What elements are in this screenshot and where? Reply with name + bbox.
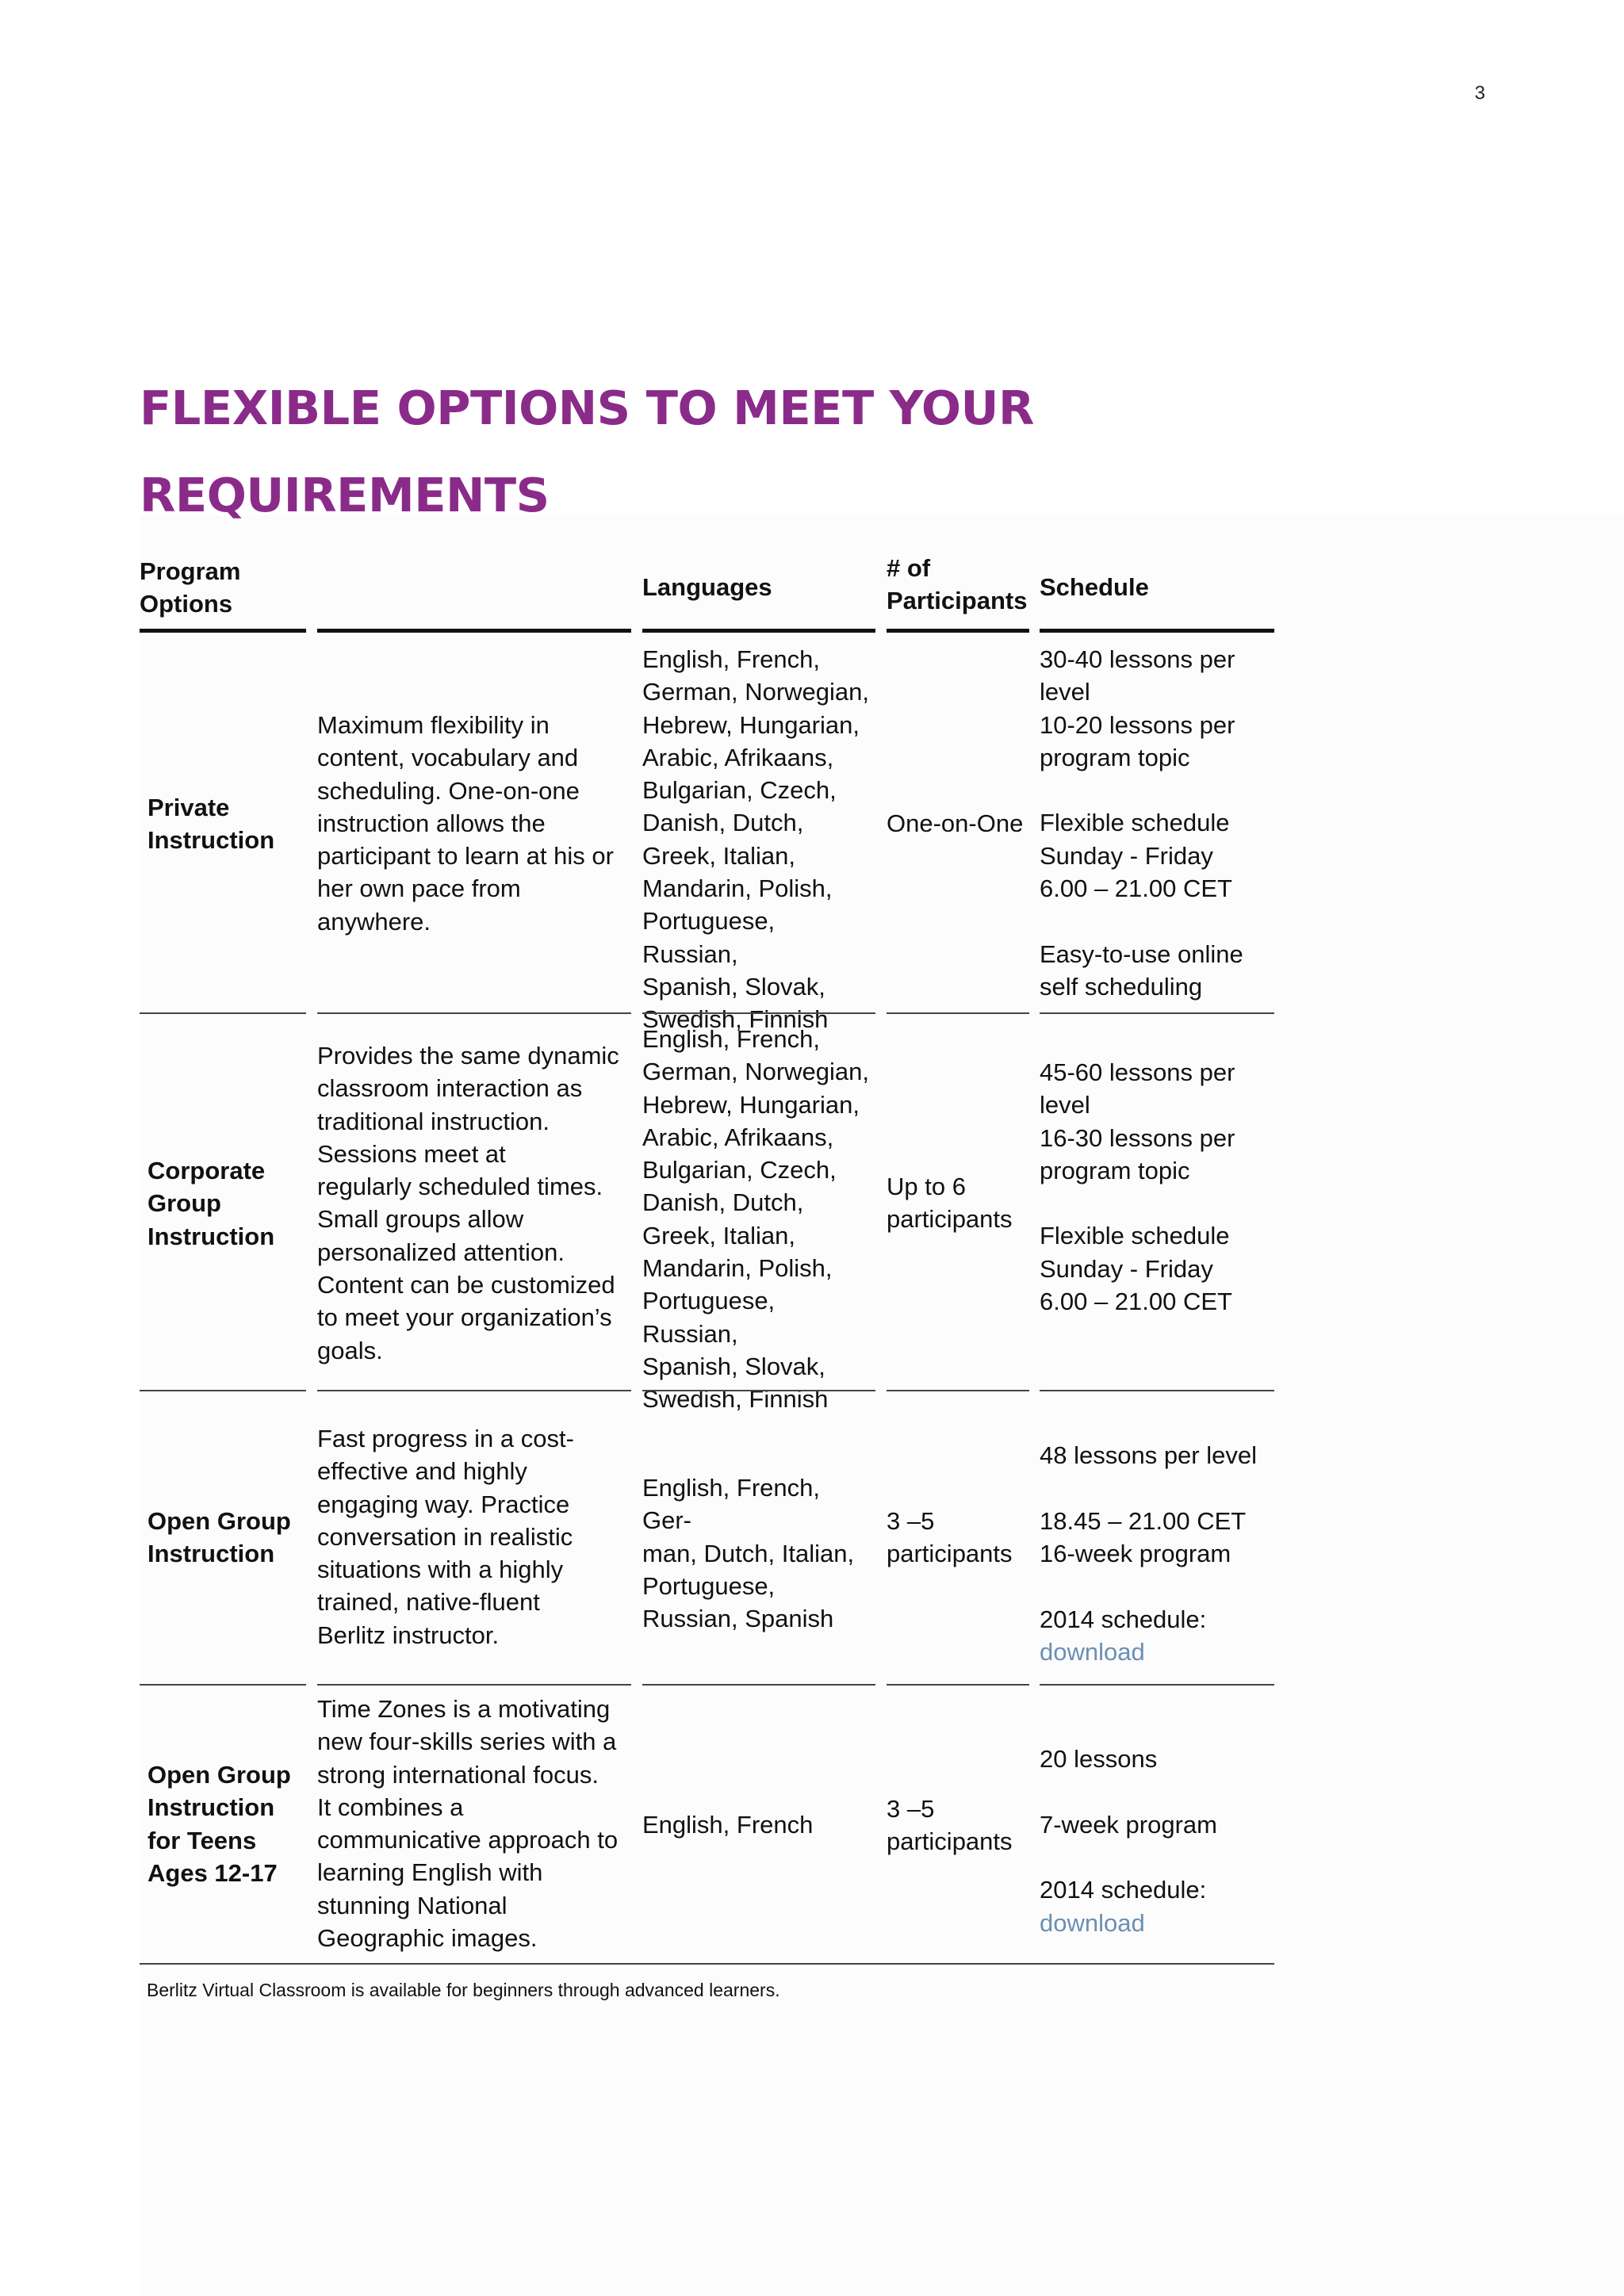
row-teens-languages: English, French [642, 1811, 814, 1839]
row-open-group-languages: English, French, Ger- man, Dutch, Italian, Portuguese, Russian, Spanish [642, 1474, 855, 1633]
table-bottom-rule [140, 1963, 1274, 1965]
header-participants: # of Participants [887, 554, 1028, 614]
row-open-group-participants: 3 –5 participants [887, 1507, 1013, 1568]
row-open-group-program: Open Group Instruction [147, 1507, 291, 1568]
row-teens-program: Open Group Instruction for Teens Ages 12-17 [147, 1761, 291, 1887]
row-corporate-participants: Up to 6 participants [887, 1173, 1013, 1234]
row-corporate-description: Provides the same dynamic classroom interaction as traditional instruction. Sessions meet at regularly scheduled times. Small groups allow personalized attention. Content can be customized to meet your organization’s goals. [317, 1042, 619, 1364]
row-open-group-schedule-text: 48 lessons per level 18.45 – 21.00 CET 16-week program 2014 schedule: [1040, 1441, 1257, 1633]
row-open-group-description: Fast progress in a cost- effective and highly engaging way. Practice conversation in realistic situations with a highly trained, native-fluent Berlitz instructor. [317, 1425, 574, 1649]
row-divider [317, 1012, 631, 1014]
header-rule [1040, 629, 1274, 633]
row-private-description: Maximum flexibility in content, vocabulary and scheduling. One-on-one instruction allows the participant to learn at his or her own pace from anywhere. [317, 711, 614, 936]
header-rule [140, 629, 306, 633]
header-languages: Languages [642, 573, 772, 601]
page-number: 3 [1474, 82, 1485, 104]
row-open-group-schedule [1040, 1406, 1274, 1668]
row-private-program: Private Instruction [147, 794, 275, 855]
row-teens-schedule [1040, 1710, 1274, 1939]
download-link[interactable]: download [1040, 1638, 1145, 1667]
header-rule [317, 629, 631, 633]
row-divider [1040, 1684, 1274, 1686]
row-divider [887, 1012, 1029, 1014]
row-divider [140, 1684, 306, 1686]
row-divider [887, 1684, 1029, 1686]
row-teens-description: Time Zones is a motivating new four-skills series with a strong international focus. It combines a communicative approach to learning English with stunning National Geographic images. [317, 1695, 619, 1953]
row-divider [1040, 1390, 1274, 1391]
row-divider [887, 1390, 1029, 1391]
page-title: FLEXIBLE OPTIONS TO MEET YOUR REQUIREMENTS [140, 381, 1034, 522]
row-divider [642, 1390, 875, 1391]
header-rule [642, 629, 875, 633]
row-corporate-program: Corporate Group Instruction [147, 1157, 275, 1250]
row-corporate-schedule: 45-60 lessons per level 16-30 lessons per program topic Flexible schedule Sunday - Friday 6.00 – 21.00 CET [1040, 1058, 1235, 1316]
header-rule [887, 629, 1029, 633]
row-teens-participants: 3 –5 participants [887, 1795, 1013, 1856]
row-divider [317, 1684, 631, 1686]
row-private-participants: One-on-One [887, 809, 1024, 837]
header-program-options: Program Options [140, 557, 241, 618]
row-teens-schedule-text: 20 lessons 7-week program 2014 schedule: [1040, 1745, 1217, 1904]
row-private-schedule: 30-40 lessons per level 10-20 lessons per program topic Flexible schedule Sunday - Friday 6.00 – 21.00 CET Easy-to-use online self scheduling [1040, 645, 1243, 1001]
row-divider [317, 1390, 631, 1391]
row-divider [140, 1012, 306, 1014]
footnote: Berlitz Virtual Classroom is available for beginners through advanced learners. [147, 1980, 780, 2000]
row-divider [1040, 1012, 1274, 1014]
header-schedule: Schedule [1040, 573, 1149, 601]
row-corporate-languages: English, French, German, Norwegian, Hebrew, Hungarian, Arabic, Afrikaans, Bulgarian, Czech, Danish, Dutch, Greek, Italian, Mandarin, Polish, Portuguese, Russian, Spanish, Slovak, Swedish, Finnish [642, 1025, 870, 1414]
download-link[interactable]: download [1040, 1908, 1145, 1937]
row-divider [642, 1012, 875, 1014]
row-divider [642, 1684, 875, 1686]
row-divider [140, 1390, 306, 1391]
row-private-languages: English, French, German, Norwegian, Hebrew, Hungarian, Arabic, Afrikaans, Bulgarian, Czech, Danish, Dutch, Greek, Italian, Mandarin, Polish, Portuguese, Russian, Spanish, Slovak, Swedish, Finnish [642, 645, 870, 1034]
